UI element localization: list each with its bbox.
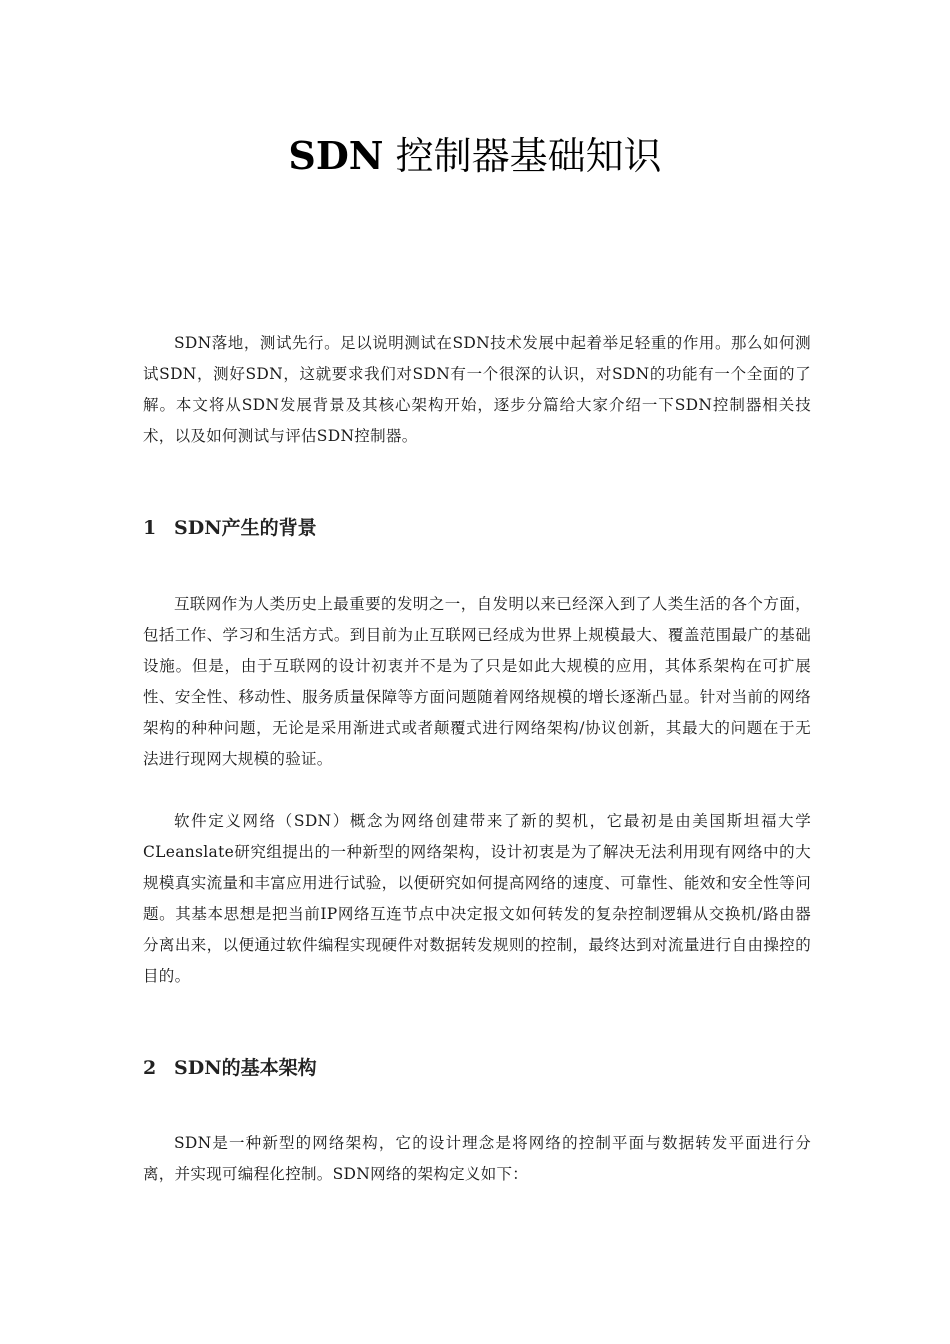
section-1-heading	[143, 513, 811, 543]
section-2-number: 2	[143, 1057, 157, 1079]
intro-paragraph: SDN落地，测试先行。足以说明测试在SDN技术发展中起着举足轻重的作用。那么如何测试SDN，测好SDN，这就要求我们对SDN有一个很深的认识，对SDN的功能有一个全面的了解。本文将从SDN发展背景及其核心架构开始，逐步分篇给大家介绍一下SDN控制器相关技术，以及如何测试与评估SDN控制器。	[143, 334, 811, 445]
section-2-heading	[143, 1053, 811, 1083]
title-text-part: 控制器基础知识	[395, 134, 662, 179]
section-1-title: SDN产生的背景	[174, 517, 317, 539]
section-1-number: 1	[143, 517, 157, 539]
section-1-paragraph-2: 软件定义网络（SDN）概念为网络创建带来了新的契机，它最初是由美国斯坦福大学CLeanslate研究组提出的一种新型的网络架构，设计初衷是为了解决无法利用现有网络中的大规模真实流量和丰富应用进行试验，以便研究如何提高网络的速度、可靠性、能效和安全性等问题。其基本思想是把当前IP网络互连节点中决定报文如何转发的复杂控制逻辑从交换机/路由器分离出来，以便通过软件编程实现硬件对数据转发规则的控制，最终达到对流量进行自由操控的目的。	[143, 812, 811, 985]
section-2-paragraph-1: SDN是一种新型的网络架构，它的设计理念是将网络的控制平面与数据转发平面进行分离，并实现可编程化控制。SDN网络的架构定义如下：	[143, 1134, 811, 1183]
section-2-title: SDN的基本架构	[174, 1057, 317, 1079]
title-bold-part: SDN	[288, 133, 384, 179]
page-title	[0, 129, 950, 183]
section-1-paragraph-1: 互联网作为人类历史上最重要的发明之一，自发明以来已经深入到了人类生活的各个方面，包括工作、学习和生活方式。到目前为止互联网已经成为世界上规模最大、覆盖范围最广的基础设施。但是，由于互联网的设计初衷并不是为了只是如此大规模的应用，其体系架构在可扩展性、安全性、移动性、服务质量保障等方面问题随着网络规模的增长逐渐凸显。针对当前的网络架构的种种问题，无论是采用渐进式或者颠覆式进行网络架构/协议创新，其最大的问题在于无法进行现网大规模的验证。	[143, 595, 811, 768]
